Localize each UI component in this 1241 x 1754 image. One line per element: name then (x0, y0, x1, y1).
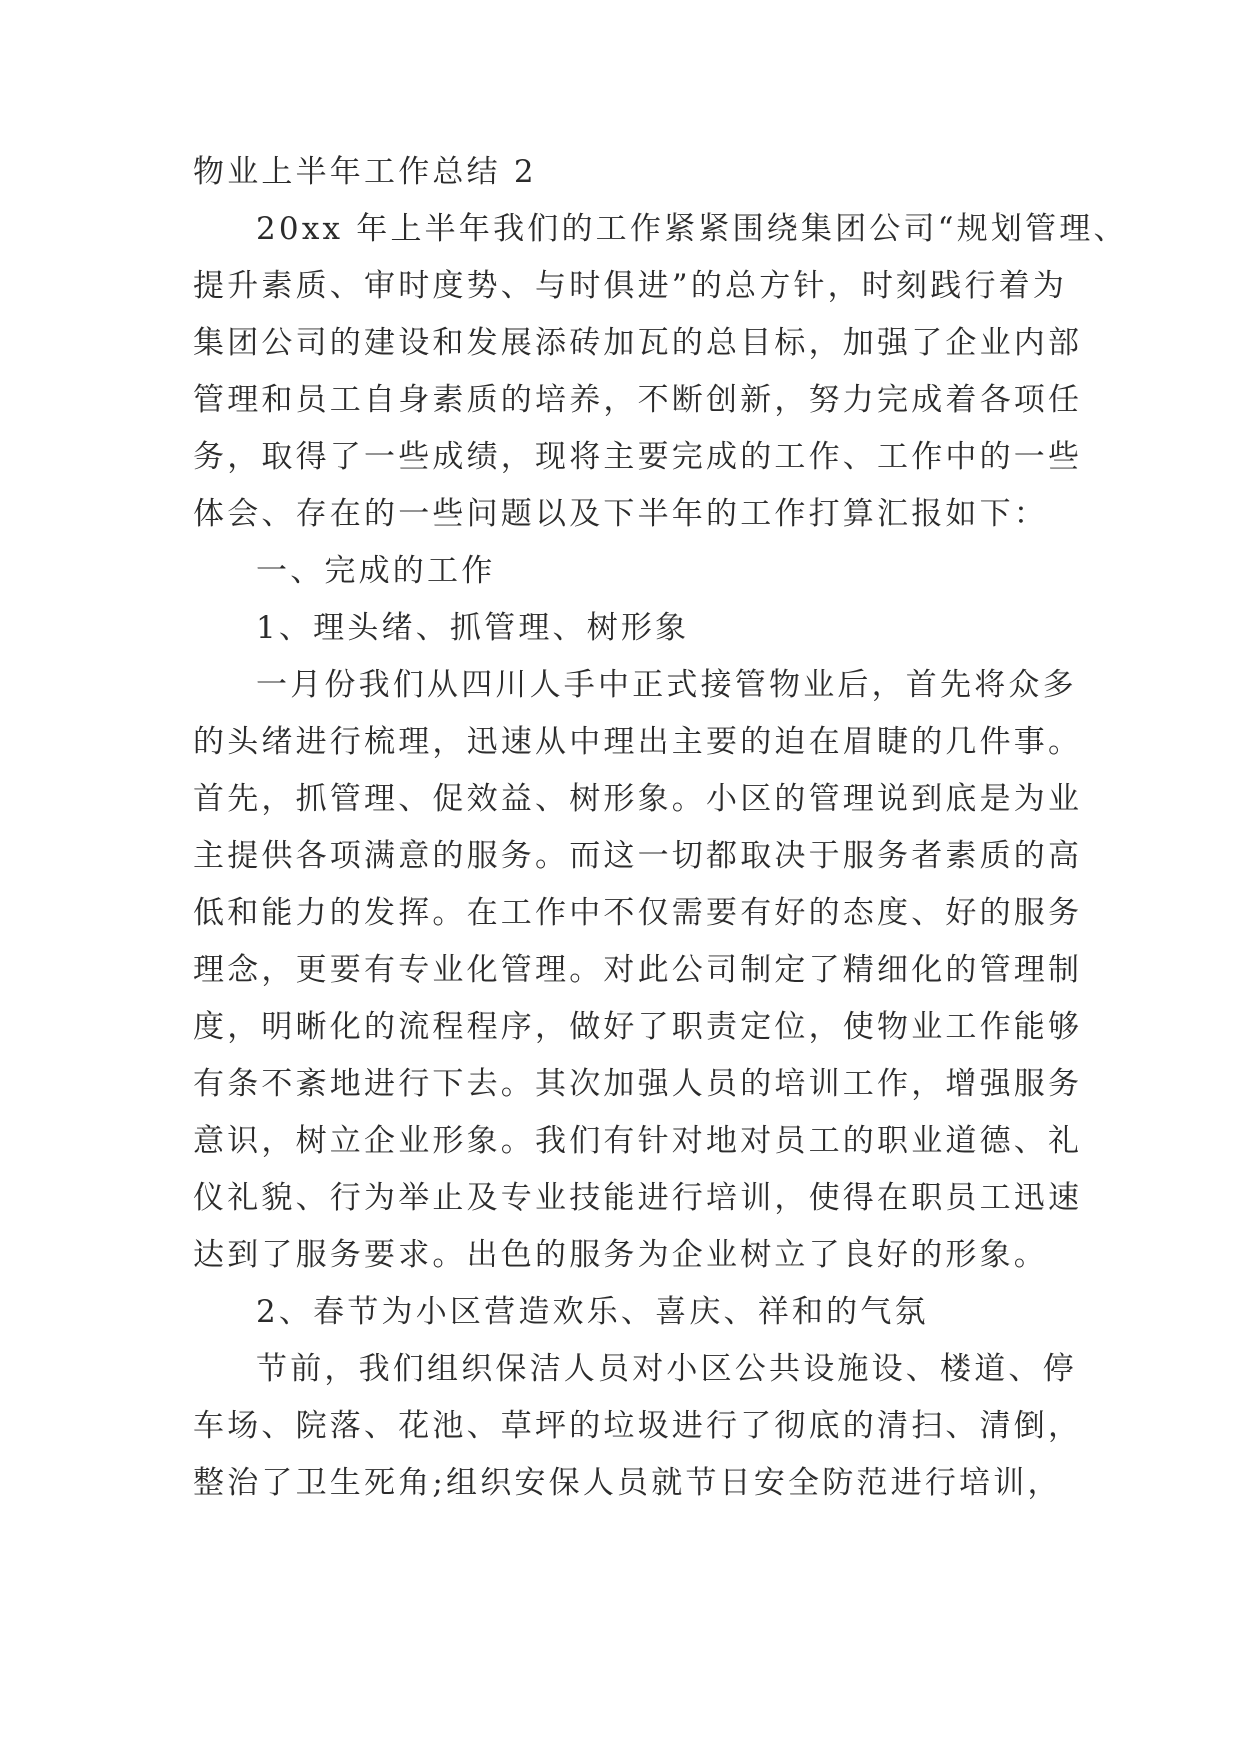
subsection-heading: 1、理头绪、抓管理、树形象 (256, 610, 690, 646)
paragraph-line: 集团公司的建设和发展添砖加瓦的总目标，加强了企业内部 (193, 325, 1083, 361)
paragraph-line: 有条不紊地进行下去。其次加强人员的培训工作，增强服务 (193, 1066, 1083, 1102)
paragraph-line: 管理和员工自身素质的培养，不断创新，努力完成着各项任 (193, 382, 1083, 418)
paragraph-line: 意识，树立企业形象。我们有针对地对员工的职业道德、礼 (193, 1123, 1083, 1159)
paragraph-line: 车场、院落、花池、草坪的垃圾进行了彻底的清扫、清倒， (193, 1408, 1083, 1444)
paragraph-line: 理念，更要有专业化管理。对此公司制定了精细化的管理制 (193, 952, 1083, 988)
paragraph-line: 度，明晰化的流程程序，做好了职责定位，使物业工作能够 (193, 1009, 1083, 1045)
paragraph-line: 20xx 年上半年我们的工作紧紧围绕集团公司“规划管理、 (256, 211, 1128, 247)
paragraph-line: 低和能力的发挥。在工作中不仅需要有好的态度、好的服务 (193, 895, 1083, 931)
paragraph-line: 一月份我们从四川人手中正式接管物业后，首先将众多 (256, 667, 1077, 703)
paragraph-line: 节前，我们组织保洁人员对小区公共设施设、楼道、停 (256, 1351, 1077, 1387)
paragraph-line: 务，取得了一些成绩，现将主要完成的工作、工作中的一些 (193, 439, 1083, 475)
paragraph-line: 的头绪进行梳理，迅速从中理出主要的迫在眉睫的几件事。 (193, 724, 1083, 760)
paragraph-line: 体会、存在的一些问题以及下半年的工作打算汇报如下： (193, 496, 1048, 532)
paragraph-line: 整治了卫生死角;组织安保人员就节日安全防范进行培训， (193, 1465, 1062, 1501)
document-title: 物业上半年工作总结 2 (193, 154, 537, 190)
subsection-heading: 2、春节为小区营造欢乐、喜庆、祥和的气氛 (256, 1294, 929, 1330)
paragraph-line: 仪礼貌、行为举止及专业技能进行培训，使得在职员工迅速 (193, 1180, 1083, 1216)
paragraph-line: 主提供各项满意的服务。而这一切都取决于服务者素质的高 (193, 838, 1083, 874)
paragraph-line: 提升素质、审时度势、与时俱进”的总方针，时刻践行着为 (193, 268, 1068, 304)
paragraph-line: 达到了服务要求。出色的服务为企业树立了良好的形象。 (193, 1237, 1048, 1273)
section-heading: 一、完成的工作 (256, 553, 496, 589)
paragraph-line: 首先，抓管理、促效益、树形象。小区的管理说到底是为业 (193, 781, 1083, 817)
